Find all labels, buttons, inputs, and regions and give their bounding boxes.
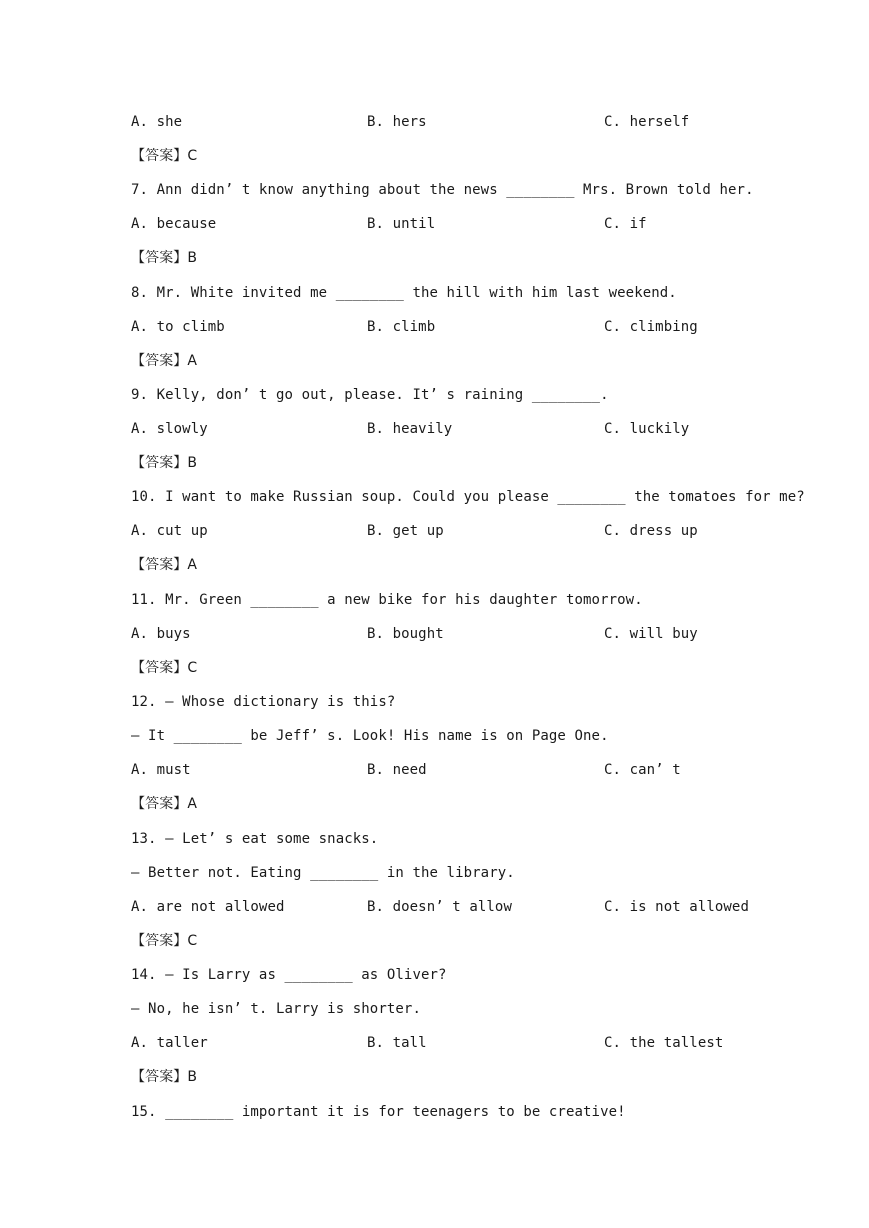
question-13: 13. — Let’ s eat some snacks. xyxy=(131,831,379,847)
option-b: B. bought xyxy=(367,626,444,642)
options-row xyxy=(131,895,749,919)
option-c: C. can’ t xyxy=(604,762,681,778)
answer-line: 【答案】B xyxy=(131,455,198,471)
options-row xyxy=(131,758,681,782)
option-a: A. she xyxy=(131,114,183,130)
option-c: C. will buy xyxy=(604,626,698,642)
answer-line: 【答案】B xyxy=(131,250,198,266)
dialogue-line: — Better not. Eating ________ in the library. xyxy=(131,865,515,881)
question-7: 7. Ann didn’ t know anything about the news ________ Mrs. Brown told her. xyxy=(131,182,754,198)
option-a: A. are not allowed xyxy=(131,899,285,915)
options-row xyxy=(131,1031,724,1055)
option-a: A. slowly xyxy=(131,421,208,437)
dialogue-line: — No, he isn’ t. Larry is shorter. xyxy=(131,1001,421,1017)
option-b: B. climb xyxy=(367,319,436,335)
option-c: C. if xyxy=(604,216,647,232)
option-c: C. luckily xyxy=(604,421,690,437)
option-a: A. must xyxy=(131,762,191,778)
option-c: C. dress up xyxy=(604,523,698,539)
option-b: B. tall xyxy=(367,1035,427,1051)
question-12: 12. — Whose dictionary is this? xyxy=(131,694,396,710)
options-row xyxy=(131,622,698,646)
options-row xyxy=(131,110,690,134)
answer-line: 【答案】A xyxy=(131,796,198,812)
answer-line: 【答案】B xyxy=(131,1069,198,1085)
option-a: A. cut up xyxy=(131,523,208,539)
option-b: B. until xyxy=(367,216,436,232)
option-a: A. to climb xyxy=(131,319,225,335)
option-c: C. herself xyxy=(604,114,690,130)
options-row xyxy=(131,212,647,236)
answer-line: 【答案】A xyxy=(131,353,198,369)
options-row xyxy=(131,519,698,543)
option-c: C. the tallest xyxy=(604,1035,724,1051)
options-row xyxy=(131,315,698,339)
answer-line: 【答案】C xyxy=(131,933,198,949)
option-b: B. get up xyxy=(367,523,444,539)
option-b: B. hers xyxy=(367,114,427,130)
option-a: A. buys xyxy=(131,626,191,642)
answer-line: 【答案】C xyxy=(131,148,198,164)
question-9: 9. Kelly, don’ t go out, please. It’ s raining ________. xyxy=(131,387,609,403)
option-b: B. doesn’ t allow xyxy=(367,899,512,915)
option-b: B. need xyxy=(367,762,427,778)
option-c: C. is not allowed xyxy=(604,899,749,915)
question-11: 11. Mr. Green ________ a new bike for his daughter tomorrow. xyxy=(131,592,643,608)
dialogue-line: — It ________ be Jeff’ s. Look! His name is on Page One. xyxy=(131,728,609,744)
option-a: A. because xyxy=(131,216,217,232)
answer-line: 【答案】A xyxy=(131,557,198,573)
option-a: A. taller xyxy=(131,1035,208,1051)
question-8: 8. Mr. White invited me ________ the hill with him last weekend. xyxy=(131,285,677,301)
option-c: C. climbing xyxy=(604,319,698,335)
question-15: 15. ________ important it is for teenagers to be creative! xyxy=(131,1104,626,1120)
answer-line: 【答案】C xyxy=(131,660,198,676)
options-row xyxy=(131,417,690,441)
question-10: 10. I want to make Russian soup. Could you please ________ the tomatoes for me? xyxy=(131,489,805,505)
question-14: 14. — Is Larry as ________ as Oliver? xyxy=(131,967,447,983)
option-b: B. heavily xyxy=(367,421,453,437)
